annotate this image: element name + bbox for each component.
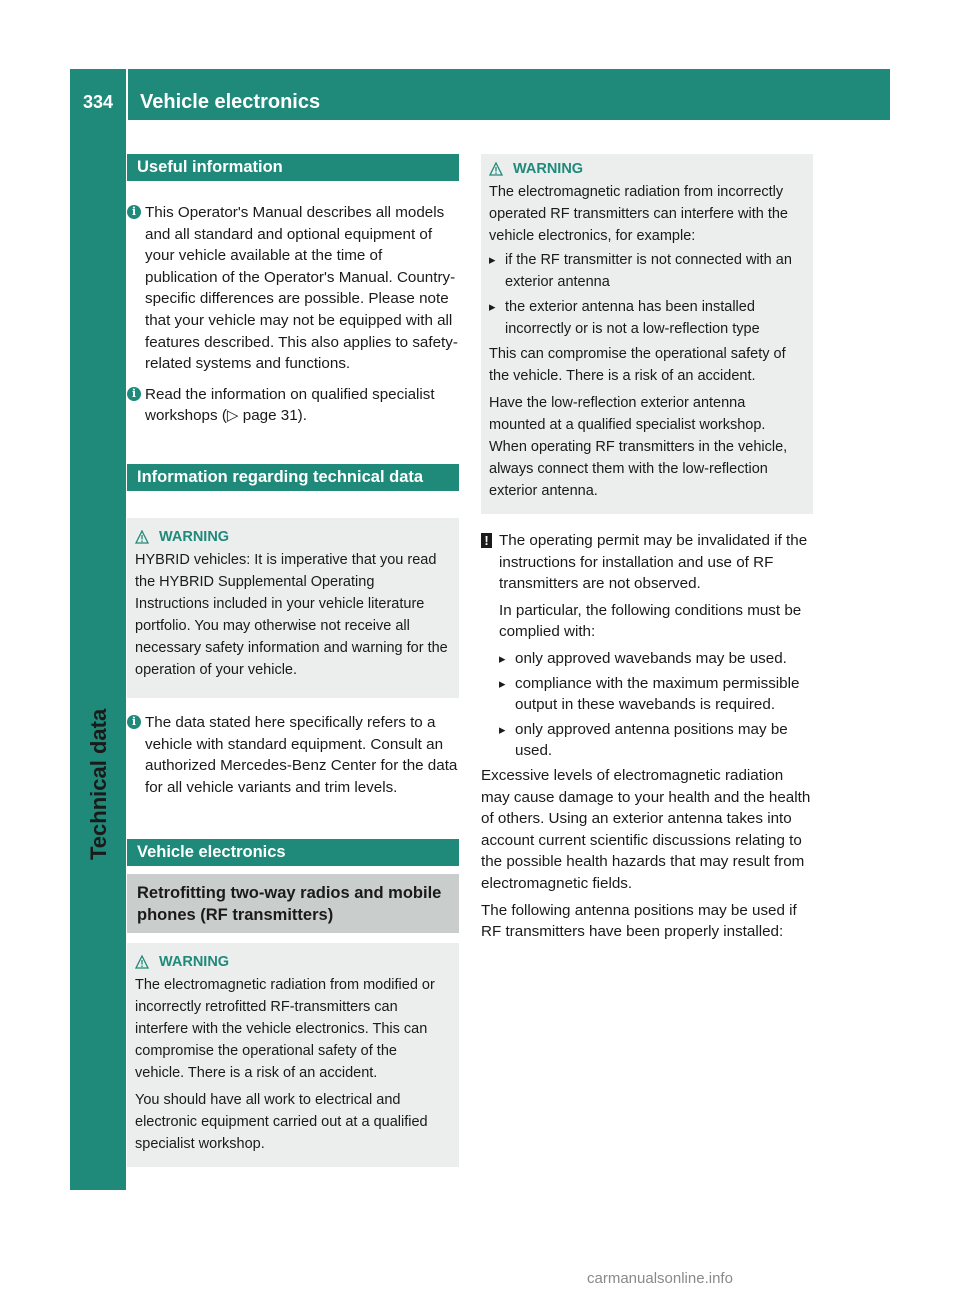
warning-header xyxy=(135,951,449,973)
warning-text: You should have all work to electrical and electronic equipment carried out at a qualified specialist workshop. xyxy=(135,1092,428,1153)
body-paragraph: Excessive levels of electromagnetic radiation may cause damage to your health and the health of others. Using an exterior antenna takes into account current scientific discussions relating to the possible health hazards that may result from electromagnetic fields. xyxy=(481,766,811,892)
warning-box xyxy=(127,943,459,1167)
warning-text: Have the low-reflection exterior antenna mounted at a qualified specialist workshop. When operating RF transmitters in the vehicle, always connect them with the low-reflection exterior antenna. xyxy=(489,395,788,499)
list-item: ▸ only approved antenna positions may be used. xyxy=(499,719,813,762)
info-note xyxy=(127,712,459,798)
notice-subtext: In particular, the following conditions must be complied with: xyxy=(499,601,802,641)
warning-text: The electromagnetic radiation from incorrectly operated RF transmitters can interfere with the vehicle electronics, for example: xyxy=(489,184,788,244)
list-item: ▸ compliance with the maximum permissible output in these wavebands is required. xyxy=(499,673,813,716)
info-icon: i xyxy=(127,715,141,729)
warning-text: This can compromise the operational safety of the vehicle. There is a risk of an accident. xyxy=(489,346,786,384)
warning-box xyxy=(481,154,813,514)
list-item: ▸ if the RF transmitter is not connected with an exterior antenna xyxy=(489,249,803,293)
info-note-text: The data stated here specifically refers to a vehicle with standard equipment. Consult an authorized Mercedes-Benz Center for the data for all vehicle variants and trim levels. xyxy=(145,713,458,796)
page-header xyxy=(70,69,890,120)
warning-label: WARNING xyxy=(159,954,230,971)
info-note xyxy=(127,202,459,375)
right-column xyxy=(481,154,813,948)
warning-label: WARNING xyxy=(159,528,230,545)
warning-box xyxy=(127,518,459,698)
warning-text: The electromagnetic radiation from modified or incorrectly retrofitted RF-transmitters can interfere with the vehicle electronics. This can compromise the operational safety of the vehicle. There is a risk of an accident. xyxy=(135,977,435,1082)
warning-triangle-icon xyxy=(135,530,149,544)
notice-bullet-list xyxy=(499,648,813,762)
warning-bullet-list xyxy=(489,249,803,340)
list-item: ▸ only approved wavebands may be used. xyxy=(499,648,813,670)
info-note xyxy=(127,384,459,427)
warning-header xyxy=(135,526,449,548)
section-title: Vehicle electronics xyxy=(140,91,321,113)
list-item: ▸ the exterior antenna has been installed incorrectly or is not a low-reflection type xyxy=(489,296,803,340)
body-paragraph: The following antenna positions may be used if RF transmitters have been properly installed: xyxy=(481,901,797,941)
sidebar-tab xyxy=(70,120,126,1190)
notice-text: The operating permit may be invalidated if the instructions for installation and use of RF transmitters are not observed. xyxy=(499,532,808,593)
exclamation-icon: ! xyxy=(481,533,492,548)
info-note-text: Read the information on qualified specialist workshops (▷ page 31). xyxy=(145,385,435,425)
page-number: 334 xyxy=(82,92,114,112)
warning-triangle-icon xyxy=(135,955,149,969)
left-column xyxy=(127,154,459,1167)
info-icon: i xyxy=(127,205,141,219)
tech-data-heading: Information regarding technical data xyxy=(127,464,459,491)
warning-triangle-icon xyxy=(489,162,503,176)
warning-text: HYBRID vehicles: It is imperative that you read the HYBRID Supplemental Operating Instructions included in your vehicle literature portfolio. You may otherwise not receive all necessary safety information and warning for the operation of your vehicle. xyxy=(135,551,448,678)
info-note-text: This Operator's Manual describes all models and all standard and optional equipment of your vehicle available at the time of publication of the Operator's Manual. Country-specific differences are possible. Please note that your vehicle may not be equipped with all features described. This also applies to safety-related systems and functions. xyxy=(145,204,458,373)
warning-label: WARNING xyxy=(513,161,584,177)
sidebar-label: Technical data xyxy=(86,708,111,860)
rf-transmitters-subheading: Retrofitting two-way radios and mobile phones (RF transmitters) xyxy=(127,874,459,933)
info-icon: i xyxy=(127,387,141,401)
header-divider xyxy=(126,69,128,120)
useful-info-heading: Useful information xyxy=(127,154,459,181)
watermark: carmanualsonline.info xyxy=(587,1270,733,1287)
vehicle-electronics-heading: Vehicle electronics xyxy=(127,839,459,866)
warning-header xyxy=(489,158,803,180)
notice xyxy=(481,530,813,762)
